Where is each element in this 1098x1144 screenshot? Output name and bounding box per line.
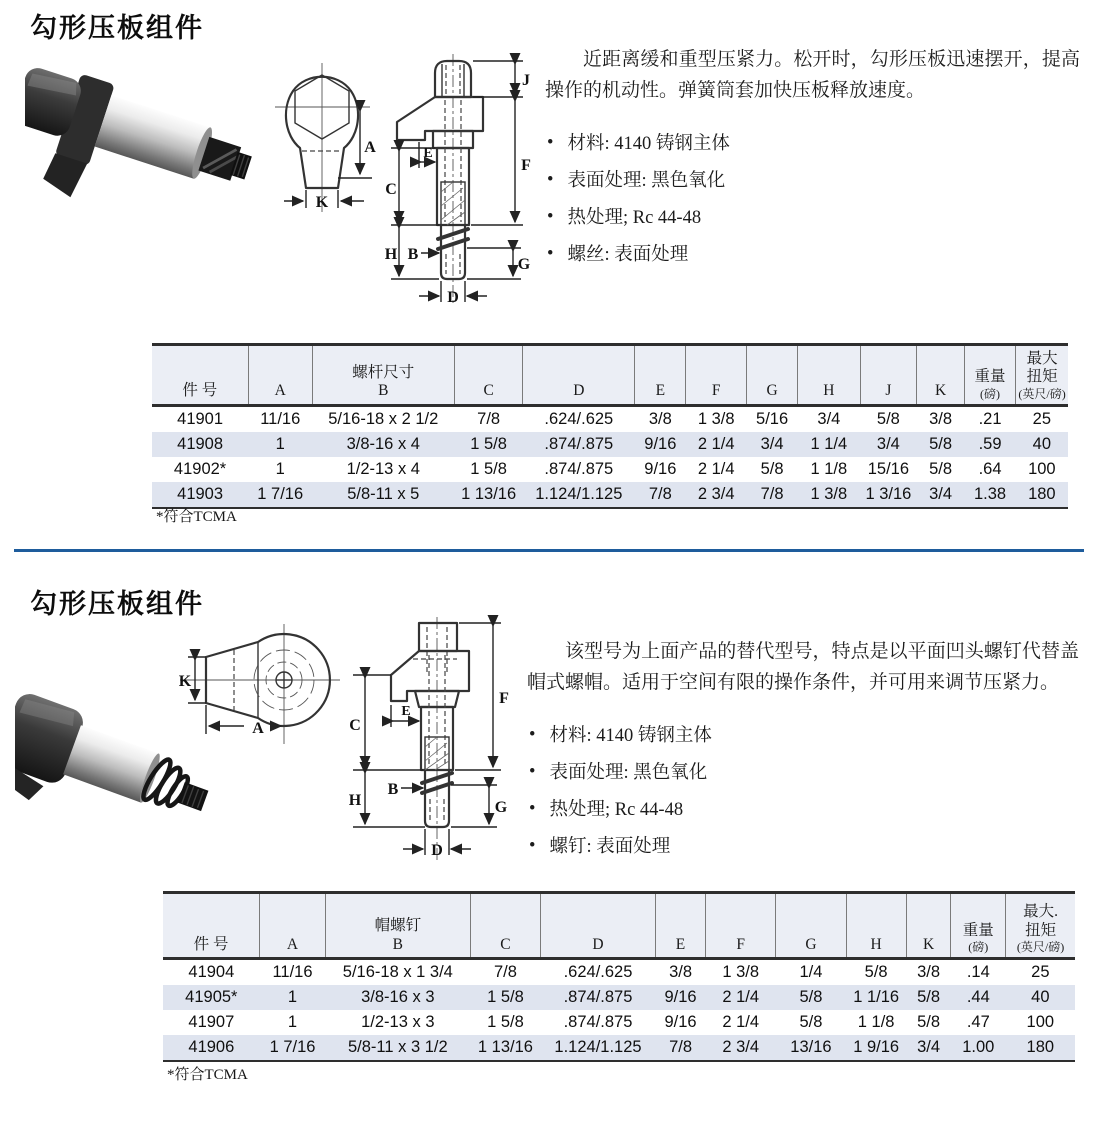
- column-header: A: [248, 345, 312, 406]
- section2-spec-table: [163, 891, 1075, 1062]
- table-cell: 1.00: [962, 1038, 995, 1056]
- column-header: G: [746, 345, 797, 406]
- table-cell: 2 3/4: [697, 484, 735, 503]
- table-cell: 180: [1026, 1038, 1055, 1056]
- column-header: 件 号: [163, 893, 260, 959]
- table-cell: 41901: [177, 409, 224, 428]
- table-row: [152, 405, 1068, 432]
- column-header: 帽螺钉 B: [325, 893, 470, 959]
- table-header-row: [152, 345, 1068, 406]
- table-cell: 1 5/8: [487, 988, 524, 1006]
- table-cell: 7/8: [477, 409, 501, 428]
- table-cell: 9/16: [664, 1013, 697, 1031]
- table-cell: 41904: [188, 963, 235, 981]
- column-header: E: [655, 893, 705, 959]
- dim-label-D: D: [431, 842, 443, 859]
- table-cell: 11/16: [272, 963, 313, 981]
- table-cell: 5/8: [876, 409, 900, 428]
- table-cell: 7/8: [669, 1038, 692, 1056]
- table-cell: 2 1/4: [722, 1013, 760, 1031]
- table-row: [163, 959, 1075, 986]
- table-cell: 13/16: [790, 1038, 832, 1056]
- section2-title: 勾形压板组件: [30, 589, 204, 619]
- table-cell: 1/2-13 x 3: [361, 1013, 435, 1031]
- spec-item: • 表面处理: 黑色氧化: [529, 759, 1079, 787]
- table-cell: 40: [1031, 988, 1050, 1006]
- table-cell: 1.38: [973, 484, 1007, 503]
- column-header: C: [470, 893, 540, 959]
- column-header: 件 号: [152, 345, 248, 406]
- table-cell: 3/8-16 x 3: [361, 988, 435, 1006]
- table-cell: 1 7/16: [269, 1038, 316, 1056]
- table-cell: 41908: [177, 434, 224, 453]
- table-cell: 3/8: [929, 409, 953, 428]
- product-photo-hook-clamp-capnut: [25, 48, 270, 255]
- table-cell: 1: [287, 1013, 298, 1031]
- table-cell: 9/16: [644, 459, 677, 478]
- table-cell: 5/8: [929, 459, 953, 478]
- section2-spec-table-wrap: [163, 891, 1075, 1062]
- section2-footnote: *符合TCMA: [167, 1067, 248, 1083]
- table-cell: .44: [966, 988, 990, 1006]
- table-cell: 100: [1026, 1013, 1055, 1031]
- table-cell: 5/16-18 x 1 3/4: [342, 963, 453, 981]
- table-cell: 9/16: [644, 434, 677, 453]
- table-cell: .624/.625: [544, 409, 614, 428]
- column-header: 重量 (磅): [951, 893, 1006, 959]
- table-row: [163, 1035, 1075, 1061]
- column-header: 螺杆尺寸 B: [312, 345, 454, 406]
- section-divider: [14, 549, 1084, 552]
- dim-label-A: A: [252, 720, 264, 737]
- table-cell: 2 1/4: [722, 988, 760, 1006]
- table-cell: .47: [966, 1013, 990, 1031]
- table-cell: 7/8: [648, 484, 672, 503]
- section2-spec-list: [527, 722, 1079, 861]
- dim-label-F: F: [499, 690, 509, 707]
- spec-item: • 材料: 4140 铸钢主体: [529, 722, 1079, 750]
- dim-label-B: B: [387, 781, 399, 798]
- section1-footnote: *符合TCMA: [156, 509, 237, 525]
- table-cell: .874/.875: [563, 1013, 633, 1031]
- table-cell: 15/16: [867, 459, 910, 478]
- table-cell: 41902*: [173, 459, 227, 478]
- column-header: F: [706, 893, 776, 959]
- product-photo-hook-clamp-socket-screw: [15, 682, 240, 854]
- dim-label-J: J: [522, 72, 530, 89]
- table-cell: 1 3/8: [722, 963, 760, 981]
- table-cell: 1 1/8: [810, 459, 848, 478]
- table-cell: 3/4: [929, 484, 953, 503]
- table-cell: .21: [978, 409, 1002, 428]
- column-header: D: [541, 893, 656, 959]
- table-cell: 1 9/16: [853, 1038, 900, 1056]
- table-cell: 1 1/8: [857, 1013, 895, 1031]
- table-cell: 3/4: [817, 409, 841, 428]
- dim-label-E: E: [401, 704, 411, 719]
- table-cell: 5/16: [756, 409, 789, 428]
- table-cell: .64: [978, 459, 1002, 478]
- column-header: J: [860, 345, 917, 406]
- column-header: H: [846, 893, 906, 959]
- dim-label-K: K: [315, 194, 329, 211]
- spec-item: • 热处理; Rc 44-48: [547, 204, 1080, 232]
- dim-label-D: D: [447, 289, 459, 306]
- table-cell: 1 5/8: [470, 459, 507, 478]
- table-cell: 5/8-11 x 5: [347, 484, 420, 503]
- spec-item: • 螺丝: 表面处理: [547, 241, 1080, 269]
- table-cell: 25: [1032, 409, 1052, 428]
- spec-item: • 螺钉: 表面处理: [529, 833, 1079, 861]
- dim-label-E: E: [423, 146, 433, 161]
- table-cell: .874/.875: [563, 988, 633, 1006]
- table-cell: 5/8: [917, 1013, 941, 1031]
- table-row: [152, 432, 1068, 457]
- table-cell: 2 1/4: [697, 459, 735, 478]
- section2-description-block: [527, 636, 1079, 870]
- table-cell: .874/.875: [544, 434, 614, 453]
- dim-label-H: H: [384, 246, 398, 263]
- table-row: [163, 1010, 1075, 1035]
- section1-spec-table-wrap: [152, 343, 1068, 509]
- table-cell: 1: [287, 988, 298, 1006]
- table-cell: .624/.625: [563, 963, 633, 981]
- table-cell: 3/4: [760, 434, 784, 453]
- table-cell: 2 3/4: [722, 1038, 760, 1056]
- table-cell: 3/4: [876, 434, 900, 453]
- table-cell: 1 7/16: [257, 484, 304, 503]
- table-cell: 41907: [188, 1013, 235, 1031]
- column-header: C: [454, 345, 523, 406]
- drawing-side-view-socket-screw: [345, 615, 520, 870]
- column-header: K: [906, 893, 951, 959]
- table-cell: 41905*: [185, 988, 238, 1006]
- table-cell: 5/16-18 x 2 1/2: [328, 409, 439, 428]
- dim-label-K: K: [178, 673, 192, 690]
- section1-spec-table: [152, 343, 1068, 509]
- table-cell: 40: [1032, 434, 1052, 453]
- table-cell: 3/8-16 x 4: [346, 434, 420, 453]
- table-cell: 1 5/8: [487, 1013, 524, 1031]
- table-cell: 1 3/8: [810, 484, 848, 503]
- column-header: F: [686, 345, 746, 406]
- drawing-side-view-capnut: [383, 52, 543, 312]
- table-header-row: [163, 893, 1075, 959]
- table-cell: 2 1/4: [697, 434, 735, 453]
- section1-spec-list: [545, 130, 1080, 269]
- table-cell: 1/4: [799, 963, 823, 981]
- table-cell: 41903: [177, 484, 224, 503]
- table-cell: 7/8: [760, 484, 784, 503]
- dim-label-C: C: [385, 181, 397, 198]
- drawing-front-view: [270, 60, 378, 215]
- table-cell: .14: [966, 963, 990, 981]
- table-cell: .874/.875: [544, 459, 614, 478]
- table-cell: 25: [1031, 963, 1050, 981]
- section1-description: 近距离缓和重型压紧力。松开时，勾形压板迅速摆开，提高操作的机动性。弹簧筒套加快压板释放速度。: [545, 49, 1080, 101]
- table-cell: 5/8: [799, 1013, 823, 1031]
- column-header: E: [635, 345, 686, 406]
- spec-item: • 表面处理: 黑色氧化: [547, 167, 1080, 195]
- table-cell: 5/8-11 x 3 1/2: [347, 1038, 448, 1056]
- dim-label-B: B: [407, 246, 419, 263]
- table-cell: 1 1/4: [810, 434, 848, 453]
- table-cell: 1 5/8: [470, 434, 507, 453]
- spec-item: • 热处理; Rc 44-48: [529, 796, 1079, 824]
- table-cell: 1.124/1.125: [535, 484, 623, 503]
- section1-title: 勾形压板组件: [30, 13, 204, 43]
- table-cell: 180: [1028, 484, 1056, 503]
- table-row: [163, 985, 1075, 1010]
- table-row: [152, 457, 1068, 482]
- spec-item: • 材料: 4140 铸钢主体: [547, 130, 1080, 158]
- dim-label-G: G: [517, 256, 531, 273]
- section2-description: 该型号为上面产品的替代型号，特点是以平面凹头螺钉代替盖帽式螺帽。适用于空间有限的操作条件，并可用来调节压紧力。: [527, 641, 1079, 693]
- column-header: 重量 (磅): [964, 345, 1015, 406]
- table-cell: 3/4: [917, 1038, 941, 1056]
- table-cell: 3/8: [669, 963, 692, 981]
- table-cell: 41906: [188, 1038, 235, 1056]
- section1-description-block: [545, 44, 1080, 278]
- table-cell: 1: [275, 459, 285, 478]
- column-header: 最大. 扭矩 (英尺/磅): [1006, 893, 1075, 959]
- dim-label-H: H: [348, 792, 362, 809]
- table-cell: 3/8: [648, 409, 672, 428]
- column-header: 最大 扭矩 (英尺/磅): [1016, 345, 1068, 406]
- table-cell: 100: [1028, 459, 1056, 478]
- table-cell: 5/8: [799, 988, 823, 1006]
- table-cell: 9/16: [664, 988, 697, 1006]
- table-cell: 1 13/16: [477, 1038, 533, 1056]
- table-cell: 1: [275, 434, 285, 453]
- table-cell: 1 3/16: [865, 484, 912, 503]
- column-header: H: [798, 345, 860, 406]
- table-cell: 5/8: [760, 459, 784, 478]
- table-cell: 1.124/1.125: [554, 1038, 642, 1056]
- threaded-stud: [177, 782, 208, 811]
- table-cell: 1/2-13 x 4: [346, 459, 420, 478]
- table-cell: 7/8: [493, 963, 517, 981]
- table-cell: 3/8: [917, 963, 941, 981]
- dim-label-G: G: [494, 799, 508, 816]
- table-cell: 5/8: [929, 434, 953, 453]
- table-cell: 1 3/8: [697, 409, 735, 428]
- column-header: D: [523, 345, 635, 406]
- dim-label-F: F: [521, 157, 531, 174]
- column-header: A: [260, 893, 326, 959]
- table-cell: 1 13/16: [461, 484, 517, 503]
- dim-label-A: A: [364, 139, 376, 156]
- column-header: K: [917, 345, 965, 406]
- table-cell: .59: [978, 434, 1002, 453]
- table-cell: 5/8: [864, 963, 888, 981]
- column-header: G: [776, 893, 846, 959]
- table-cell: 1 1/16: [853, 988, 900, 1006]
- table-row: [152, 482, 1068, 508]
- dim-label-C: C: [349, 717, 361, 734]
- table-cell: 5/8: [917, 988, 941, 1006]
- table-cell: 11/16: [260, 409, 301, 428]
